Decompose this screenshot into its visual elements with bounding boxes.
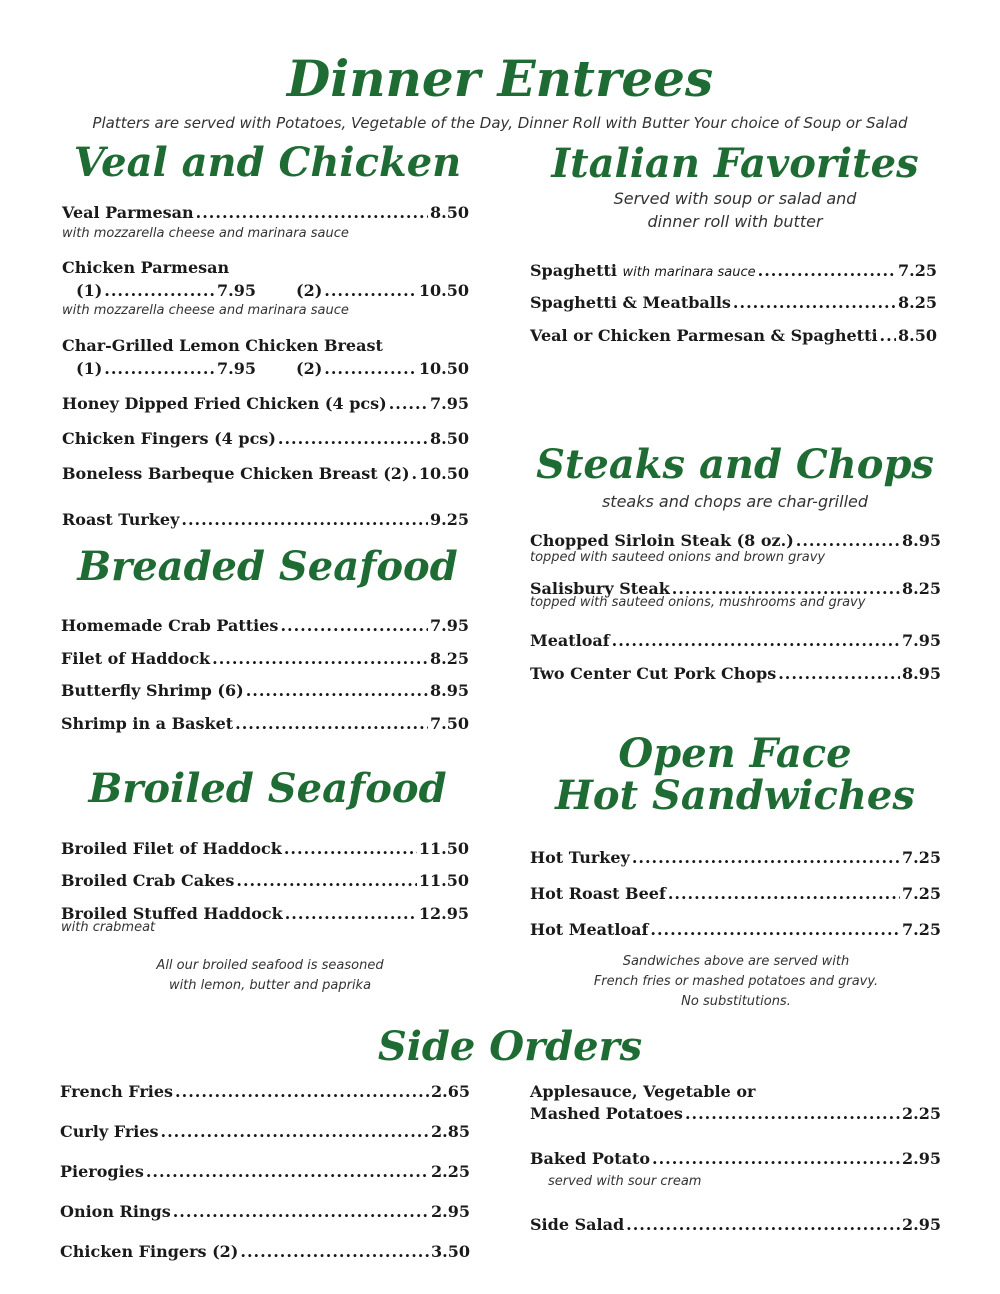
item-name: Spaghetti & Meatballs (530, 293, 731, 312)
leader-dots (626, 1215, 900, 1234)
item-price: 2.95 (902, 1149, 941, 1168)
title-line: Open Face (618, 730, 852, 777)
leader-dots (284, 839, 417, 858)
size-option-1 (76, 281, 256, 300)
item-name: Homemade Crab Patties (61, 616, 279, 635)
size-price: 10.50 (418, 359, 469, 378)
side-item-side-salad (530, 1215, 941, 1234)
item-name: Onion Rings (60, 1202, 171, 1221)
page-subtitle: Platters are served with Potatoes, Vegetable of the Day, Dinner Roll with Butter Your choice of Soup or Salad (92, 114, 908, 132)
size-option-1 (76, 359, 256, 378)
subtitle-line: Served with soup or salad and (613, 189, 857, 208)
size-price: 10.50 (418, 281, 469, 300)
item-price: 7.25 (902, 920, 941, 939)
item-description: topped with sauteed onions, mushrooms and gravy (530, 595, 866, 610)
size-label: (2) (296, 281, 323, 300)
menu-item-broiled-crab-cakes (61, 871, 469, 890)
leader-dots (280, 616, 428, 635)
item-price: 8.50 (430, 203, 469, 222)
size-prices-lemon-chicken (76, 359, 469, 378)
size-prices-chicken-parmesan (76, 281, 469, 300)
item-name: Broiled Crab Cakes (61, 871, 235, 890)
item-name-text: Spaghetti (530, 261, 617, 280)
section-title-side-orders: Side Orders (377, 1023, 643, 1070)
item-price: 7.25 (902, 884, 941, 903)
item-name: Baked Potato (530, 1149, 651, 1168)
item-name: Hot Turkey (530, 848, 630, 867)
item-price: 8.95 (902, 531, 941, 550)
leader-dots (778, 664, 900, 683)
side-item-onion-rings (60, 1202, 470, 1221)
leader-dots (668, 884, 900, 903)
size-label: (1) (76, 359, 103, 378)
section-title-breaded-seafood: Breaded Seafood (77, 543, 458, 590)
item-name: Boneless Barbeque Chicken Breast (2) (62, 464, 410, 483)
item-price: 8.95 (430, 681, 469, 700)
leader-dots (146, 1162, 429, 1181)
leader-dots (733, 293, 896, 312)
leader-dots (173, 1202, 429, 1221)
leader-dots (246, 681, 428, 700)
note-line: French fries or mashed potatoes and gravy. (593, 974, 879, 989)
section-title-italian: Italian Favorites (551, 140, 919, 187)
page-title: Dinner Entrees (286, 49, 714, 108)
menu-item-broiled-haddock (61, 839, 469, 858)
item-description: topped with sauteed onions and brown gravy (530, 550, 826, 565)
sandwiches-note (520, 952, 952, 1012)
item-price: 8.50 (430, 429, 469, 448)
leader-dots (235, 714, 428, 733)
item-name: Char-Grilled Lemon Chicken Breast (62, 336, 383, 355)
item-price: 7.95 (430, 394, 469, 413)
section-title-sandwiches (510, 730, 960, 819)
menu-item-meatloaf (530, 631, 941, 650)
item-price: 8.95 (902, 664, 941, 683)
note-line: with lemon, butter and paprika (168, 978, 372, 993)
side-item-applesauce-label (530, 1082, 941, 1101)
item-name: Butterfly Shrimp (6) (61, 681, 244, 700)
item-name: Side Salad (530, 1215, 625, 1234)
leader-dots (181, 510, 428, 529)
leader-dots (412, 464, 417, 483)
menu-item-chopped-sirloin (530, 531, 941, 550)
item-price: 12.95 (418, 904, 469, 923)
menu-item-chicken-parmesan (62, 258, 469, 277)
section-title-steaks: Steaks and Chops (536, 441, 934, 488)
note-line: All our broiled seafood is seasoned (156, 958, 384, 973)
size-label: (2) (296, 359, 323, 378)
leader-dots (324, 281, 417, 300)
item-name: Broiled Stuffed Haddock (61, 904, 283, 923)
item-price: 7.25 (902, 848, 941, 867)
item-inline-description: with marinara sauce (622, 265, 756, 280)
item-name: Two Center Cut Pork Chops (530, 664, 777, 683)
size-label: (1) (76, 281, 103, 300)
item-name: Hot Roast Beef (530, 884, 666, 903)
menu-item-butterfly-shrimp (61, 681, 469, 700)
item-name: Mashed Potatoes (530, 1104, 683, 1123)
steaks-subtitle: steaks and chops are char-grilled (601, 492, 869, 511)
item-name: Honey Dipped Fried Chicken (4 pcs) (62, 394, 387, 413)
item-price: 8.25 (430, 649, 469, 668)
menu-item-crab-patties (61, 616, 469, 635)
item-price: 10.50 (418, 464, 469, 483)
leader-dots (389, 394, 428, 413)
menu-item-chicken-fingers-4 (62, 429, 469, 448)
item-name: Chicken Parmesan (62, 258, 230, 277)
size-price: 7.95 (217, 359, 256, 378)
item-name: Veal or Chicken Parmesan & Spaghetti (530, 326, 878, 345)
item-name: Chicken Fingers (4 pcs) (62, 429, 276, 448)
leader-dots (285, 904, 417, 923)
size-option-2 (296, 359, 469, 378)
item-name: Hot Meatloaf (530, 920, 649, 939)
item-name: Filet of Haddock (61, 649, 211, 668)
note-line: No substitutions. (681, 994, 791, 1009)
menu-item-hot-turkey (530, 848, 941, 867)
broiled-seafood-note (60, 956, 480, 996)
item-name: Chopped Sirloin Steak (8 oz.) (530, 531, 794, 550)
leader-dots (236, 871, 417, 890)
leader-dots (240, 1242, 429, 1261)
menu-item-pork-chops (530, 664, 941, 683)
item-name (530, 261, 756, 280)
item-name: Pierogies (60, 1162, 144, 1181)
item-name: French Fries (60, 1082, 174, 1101)
item-description: with mozzarella cheese and marinara sauce (62, 303, 349, 318)
leader-dots (612, 631, 900, 650)
side-item-baked-potato (530, 1149, 941, 1168)
item-price: 2.95 (902, 1215, 941, 1234)
menu-item-roast-turkey (62, 510, 469, 529)
item-price: 2.25 (902, 1104, 941, 1123)
menu-item-filet-haddock (61, 649, 469, 668)
menu-item-veal-parmesan (62, 203, 469, 222)
item-price: 11.50 (418, 839, 469, 858)
leader-dots (796, 531, 900, 550)
leader-dots (196, 203, 428, 222)
menu-item-hot-roast-beef (530, 884, 941, 903)
item-price: 9.25 (430, 510, 469, 529)
side-item-french-fries (60, 1082, 470, 1101)
item-name: Veal Parmesan (62, 203, 194, 222)
side-item-pierogies (60, 1162, 470, 1181)
item-price: 11.50 (418, 871, 469, 890)
leader-dots (632, 848, 900, 867)
section-title-broiled-seafood: Broiled Seafood (88, 765, 447, 812)
size-option-2 (296, 281, 469, 300)
item-price: 3.50 (431, 1242, 470, 1261)
menu-item-spaghetti-meatballs (530, 293, 937, 312)
italian-subtitle (510, 187, 960, 233)
item-price: 8.25 (902, 579, 941, 598)
item-name: Applesauce, Vegetable or (530, 1082, 756, 1101)
side-item-curly-fries (60, 1122, 470, 1141)
item-description: served with sour cream (548, 1174, 702, 1189)
item-name: Meatloaf (530, 631, 610, 650)
menu-item-bbq-chicken (62, 464, 469, 483)
item-price: 7.50 (430, 714, 469, 733)
leader-dots (278, 429, 428, 448)
note-line: Sandwiches above are served with (622, 954, 850, 969)
item-price: 2.85 (431, 1122, 470, 1141)
side-item-chicken-fingers-2 (60, 1242, 470, 1261)
item-name: Shrimp in a Basket (61, 714, 234, 733)
size-price: 7.95 (217, 281, 256, 300)
menu-item-spaghetti (530, 261, 937, 280)
leader-dots (175, 1082, 429, 1101)
item-price: 7.95 (902, 631, 941, 650)
item-name: Chicken Fingers (2) (60, 1242, 239, 1261)
side-item-mashed-potatoes (530, 1104, 941, 1123)
menu-item-parmesan-spaghetti (530, 326, 937, 345)
item-price: 8.25 (898, 293, 937, 312)
item-name: Curly Fries (60, 1122, 159, 1141)
leader-dots (880, 326, 896, 345)
item-price: 2.65 (431, 1082, 470, 1101)
title-line: Hot Sandwiches (555, 772, 915, 819)
leader-dots (104, 359, 215, 378)
item-name: Roast Turkey (62, 510, 180, 529)
item-description: with mozzarella cheese and marinara sauce (62, 226, 349, 241)
item-price: 2.95 (431, 1202, 470, 1221)
leader-dots (685, 1104, 900, 1123)
item-price: 7.95 (430, 616, 469, 635)
item-price: 8.50 (898, 326, 937, 345)
item-name: Broiled Filet of Haddock (61, 839, 282, 858)
leader-dots (324, 359, 417, 378)
leader-dots (212, 649, 428, 668)
item-name: Salisbury Steak (530, 579, 670, 598)
section-title-veal-chicken: Veal and Chicken (73, 139, 462, 186)
leader-dots (652, 1149, 900, 1168)
menu-item-honey-dipped-chicken (62, 394, 469, 413)
leader-dots (104, 281, 215, 300)
leader-dots (758, 261, 896, 280)
leader-dots (161, 1122, 430, 1141)
menu-item-shrimp-basket (61, 714, 469, 733)
item-description: with crabmeat (61, 920, 156, 935)
menu-item-lemon-chicken (62, 336, 469, 355)
item-price: 2.25 (431, 1162, 470, 1181)
item-price: 7.25 (898, 261, 937, 280)
leader-dots (650, 920, 900, 939)
menu-item-hot-meatloaf (530, 920, 941, 939)
subtitle-line: dinner roll with butter (647, 212, 823, 231)
